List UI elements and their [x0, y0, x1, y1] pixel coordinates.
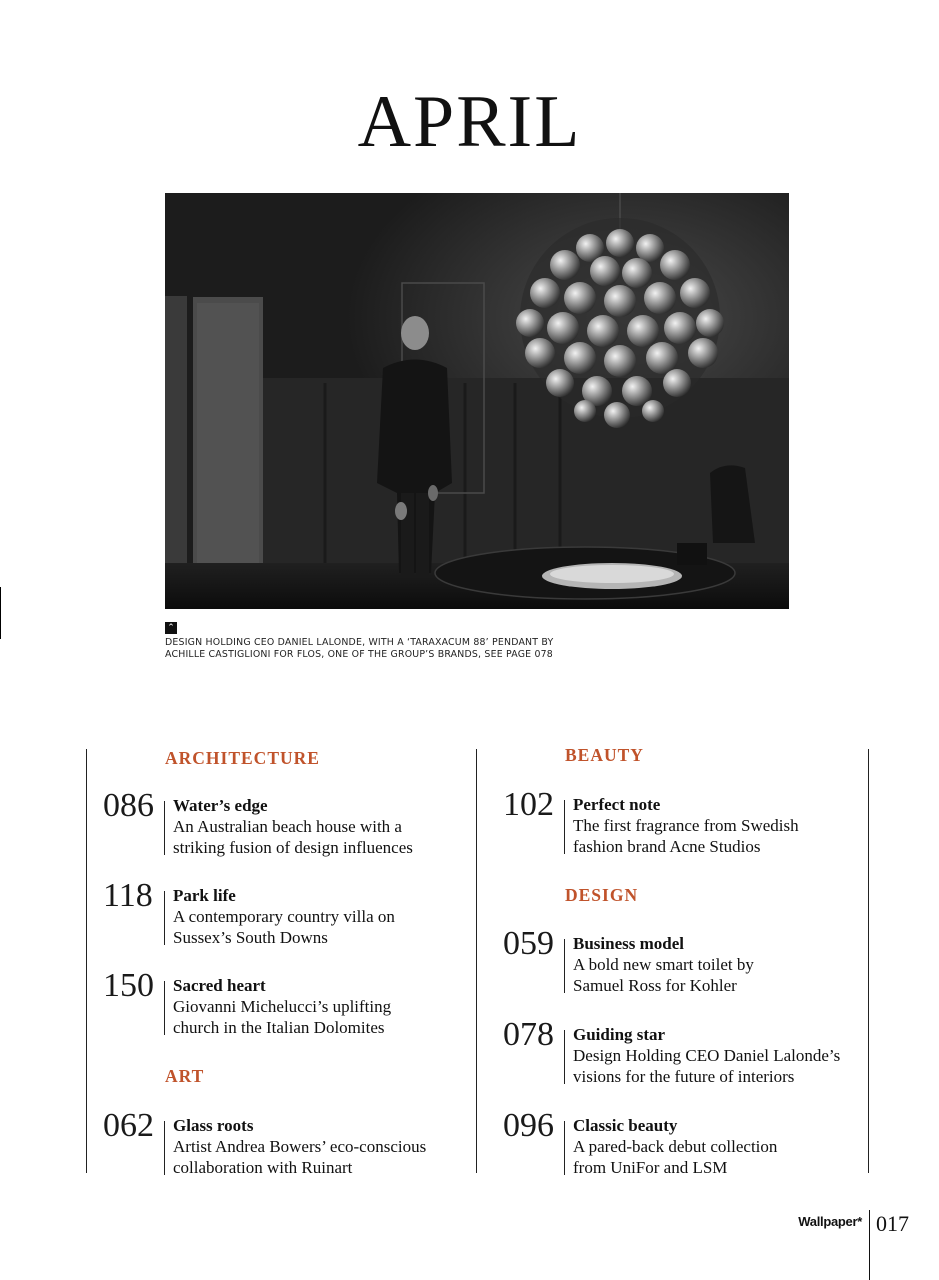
section-design: DESIGN	[565, 885, 639, 905]
entry-page-number: 059	[503, 925, 554, 962]
entry-description: church in the Italian Dolomites	[173, 1018, 385, 1037]
entry-description: Giovanni Michelucci’s uplifting	[173, 997, 392, 1016]
toc-entry[interactable]	[103, 877, 463, 955]
entry-headline: Park life	[173, 886, 236, 905]
page-edge-mark	[0, 587, 1, 639]
entry-description: Design Holding CEO Daniel Lalonde’s	[573, 1046, 841, 1065]
entry-page-number: 062	[103, 1107, 154, 1144]
entry-page-number: 150	[103, 967, 154, 1004]
entry-divider	[164, 891, 165, 945]
entry-description: Sussex’s South Downs	[173, 928, 328, 947]
entry-headline: Perfect note	[573, 795, 661, 814]
arrow-up-icon: ⌃	[165, 622, 177, 634]
entry-headline: Guiding star	[573, 1025, 666, 1044]
entry-description: The first fragrance from Swedish	[573, 816, 799, 835]
entry-page-number: 102	[503, 786, 554, 823]
entry-description: fashion brand Acne Studios	[573, 837, 761, 856]
column-rule-middle	[476, 749, 477, 1173]
toc-entry[interactable]	[503, 1016, 863, 1094]
toc-entry[interactable]	[103, 967, 463, 1045]
page-title: APRIL	[357, 81, 582, 163]
entry-divider	[564, 800, 565, 854]
column-rule-left	[86, 749, 87, 1173]
photo-illustration	[165, 193, 789, 609]
entry-headline: Water’s edge	[173, 796, 268, 815]
entry-description: Samuel Ross for Kohler	[573, 976, 737, 995]
entry-description: A bold new smart toilet by	[573, 955, 754, 974]
entry-page-number: 078	[503, 1016, 554, 1053]
entry-divider	[564, 1030, 565, 1084]
toc-entry[interactable]	[103, 1107, 463, 1185]
entry-description: A contemporary country villa on	[173, 907, 395, 926]
footer-divider	[869, 1210, 870, 1280]
entry-description: striking fusion of design influences	[173, 838, 413, 857]
entry-headline: Sacred heart	[173, 976, 266, 995]
toc-entry[interactable]	[103, 787, 463, 865]
entry-divider	[564, 1121, 565, 1175]
entry-description: visions for the future of interiors	[573, 1067, 795, 1086]
brand-logo: Wallpaper*	[798, 1214, 862, 1229]
entry-divider	[164, 1121, 165, 1175]
entry-page-number: 118	[103, 877, 153, 914]
entry-page-number: 096	[503, 1107, 554, 1144]
entry-description: A pared-back debut collection	[573, 1137, 778, 1156]
toc-entry[interactable]	[503, 925, 863, 1003]
toc-entry[interactable]	[503, 1107, 863, 1185]
toc-entry[interactable]	[503, 786, 863, 864]
page-number: 017	[876, 1211, 909, 1236]
section-beauty: BEAUTY	[565, 745, 644, 765]
entry-page-number: 086	[103, 787, 154, 824]
caption-line: DESIGN HOLDING CEO DANIEL LALONDE, WITH A ‘TARAXACUM 88’ PENDANT BY	[165, 637, 554, 648]
entry-headline: Glass roots	[173, 1116, 254, 1135]
entry-headline: Business model	[573, 934, 684, 953]
feature-photo	[165, 193, 789, 609]
section-architecture: ARCHITECTURE	[165, 748, 320, 768]
entry-description: collaboration with Ruinart	[173, 1158, 353, 1177]
entry-divider	[164, 801, 165, 855]
entry-description: Artist Andrea Bowers’ eco-conscious	[173, 1137, 427, 1156]
section-art: ART	[165, 1066, 205, 1086]
entry-description: from UniFor and LSM	[573, 1158, 728, 1177]
entry-divider	[164, 981, 165, 1035]
caption-line: ACHILLE CASTIGLIONI FOR FLOS, ONE OF THE GROUP’S BRANDS, SEE PAGE 078	[165, 649, 553, 660]
entry-headline: Classic beauty	[573, 1116, 678, 1135]
entry-divider	[564, 939, 565, 993]
entry-description: An Australian beach house with a	[173, 817, 402, 836]
photo-caption	[165, 637, 585, 661]
